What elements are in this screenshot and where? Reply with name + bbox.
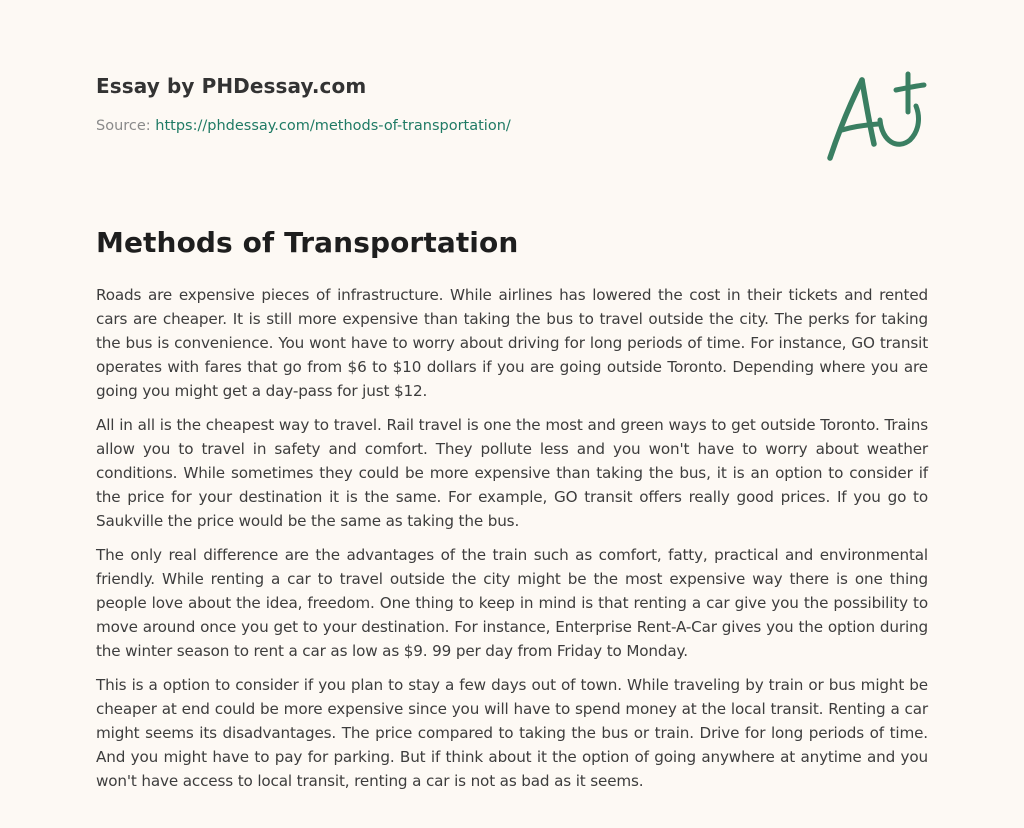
source-label: Source: [96, 118, 156, 134]
site-title: Essay by PHDessay.com [96, 74, 367, 98]
essay-body [96, 284, 928, 804]
source-line [96, 118, 796, 134]
essay-paragraph: The only real difference are the advantages of the train such as comfort, fatty, practical and environmental friendly. While renting a car to travel outside the city might be the most expensive way there is one thing people love about the idea, freedom. One thing to keep in mind is that renting a car give you the possibility to move around once you get to your destination. For instance, Enterprise Rent-A-Car gives you the option during the winter season to rent a car as low as $9. 99 per day from Friday to Monday. [96, 546, 928, 660]
essay-title: Methods of Transportation [96, 226, 519, 259]
source-link[interactable]: https://phdessay.com/methods-of-transportation/ [155, 118, 511, 134]
essay-paragraph: All in all is the cheapest way to travel. Rail travel is one the most and green ways to get outside Toronto. Trains allow you to travel in safety and comfort. They pollute less and you won't have to worry about weather conditions. While sometimes they could be more expensive than taking the bus, it is an option to consider if the price for your destination it is the same. For example, GO transit offers really good prices. If you go to Saukville the price would be the same as taking the bus. [96, 416, 928, 530]
page-header [96, 74, 796, 134]
a-plus-grade-icon [820, 64, 930, 164]
essay-paragraph: This is a option to consider if you plan to stay a few days out of town. While traveling by train or bus might be cheaper at end could be more expensive since you will have to spend money at the local transit. Renting a car might seems its disadvantages. The price compared to taking the bus or train. Drive for long periods of time. And you might have to pay for parking. But if think about it the option of going anywhere at anytime and you won't have access to local transit, renting a car is not as bad as it seems. [96, 676, 928, 790]
essay-paragraph: Roads are expensive pieces of infrastructure. While airlines has lowered the cost in their tickets and rented cars are cheaper. It is still more expensive than taking the bus to travel outside the city. The perks for taking the bus is convenience. You wont have to worry about driving for long periods of time. For instance, GO transit operates with fares that go from $6 to $10 dollars if you are going outside Toronto. Depending where you are going you might get a day-pass for just $12. [96, 286, 928, 400]
